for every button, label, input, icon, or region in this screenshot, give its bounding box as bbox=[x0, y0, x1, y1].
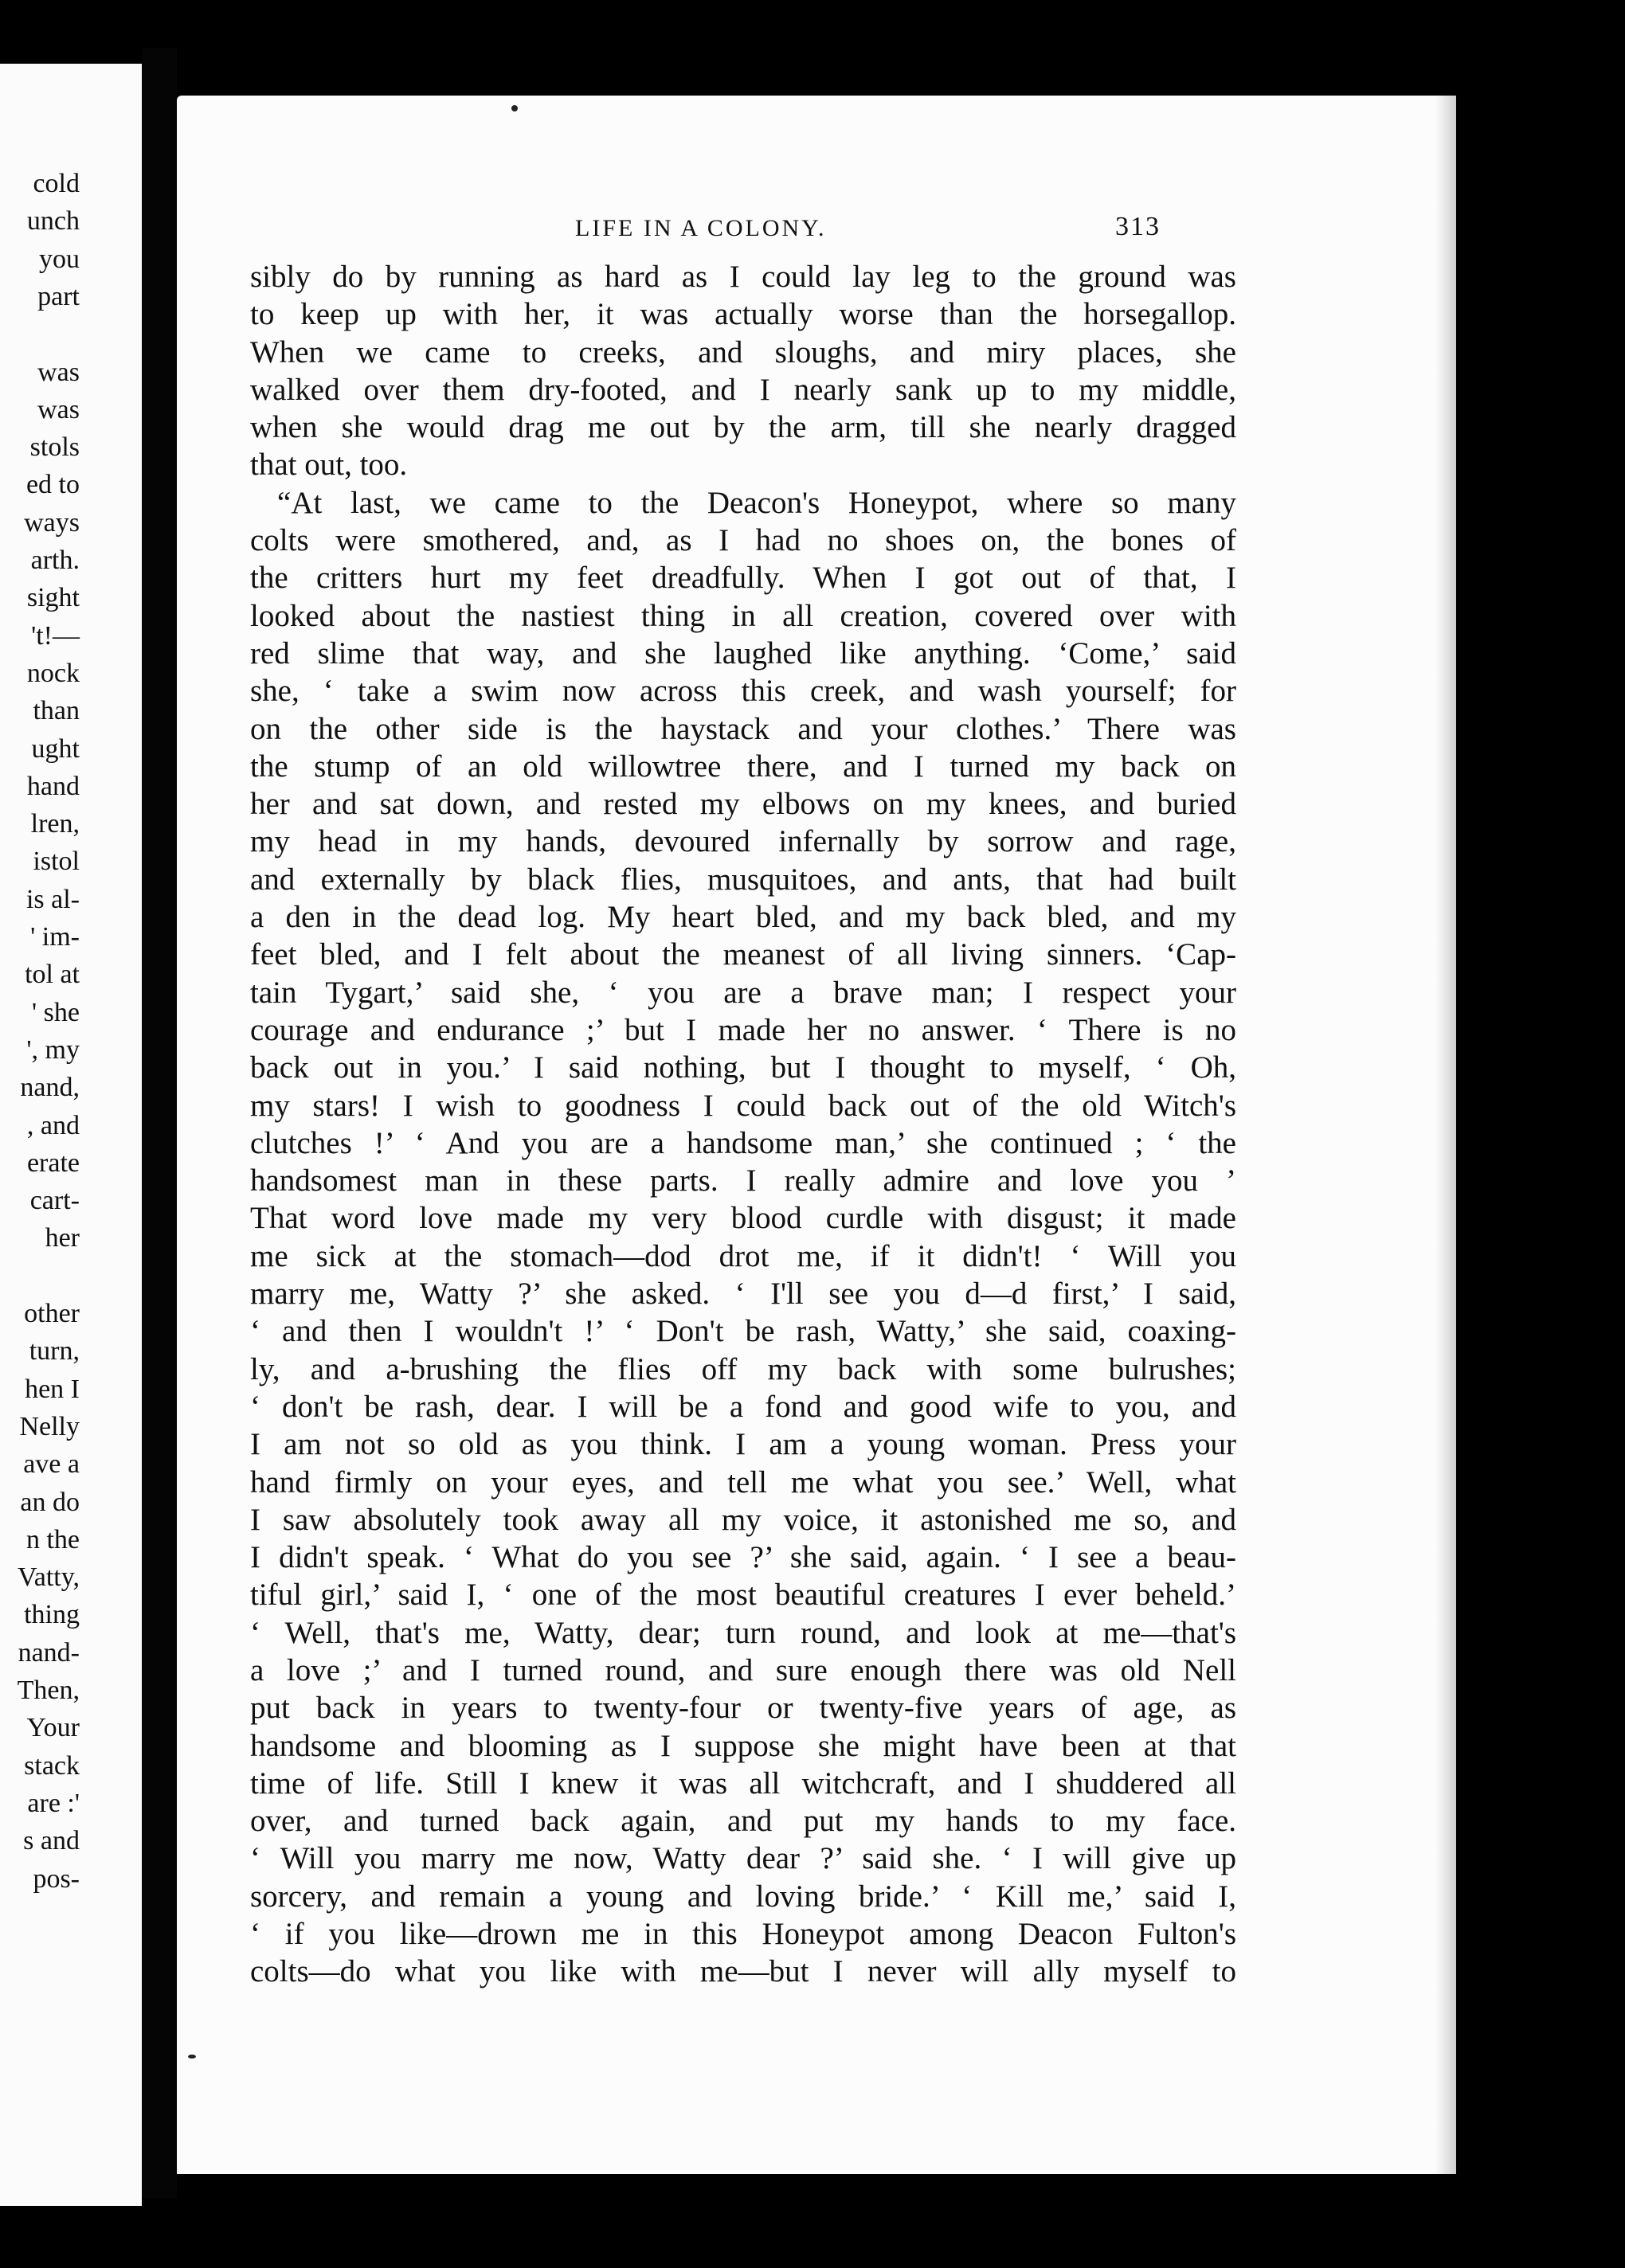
text-line: I am not so old as you think. I am a young woman. Press your bbox=[250, 1427, 1236, 1462]
page-edge-shadow bbox=[1435, 96, 1456, 2174]
text-line: clutches !’ ‘ And you are a handsome man,’ she continued ; ‘ the bbox=[250, 1125, 1236, 1160]
text-line: ly, and a-brushing the flies off my back with some bulrushes; bbox=[250, 1351, 1236, 1386]
left-margin-fragment: ught bbox=[31, 733, 80, 764]
left-margin-fragment: cart- bbox=[29, 1186, 80, 1216]
text-line: a love ;’ and I turned round, and sure enough there was old Nell bbox=[250, 1652, 1236, 1687]
text-line: the critters hurt my feet dreadfully. When I got out of that, I bbox=[250, 561, 1236, 596]
left-margin-fragment: nand, bbox=[20, 1073, 80, 1103]
text-line: tain Tygart,’ said she, ‘ you are a brave man; I respect your bbox=[250, 975, 1236, 1010]
left-margin-fragment: lren, bbox=[30, 809, 80, 839]
text-line: colts—do what you like with me—but I never will ally myself to bbox=[250, 1954, 1236, 1989]
text-line: ‘ Well, that's me, Watty, dear; turn round, and look at me—that's bbox=[250, 1615, 1236, 1650]
left-margin-fragment: nock bbox=[26, 658, 80, 688]
left-margin-fragment: an do bbox=[20, 1487, 80, 1517]
text-line: handsomest man in these parts. I really admire and love you ’ bbox=[250, 1163, 1236, 1199]
left-margin-fragment: s and bbox=[23, 1826, 80, 1856]
left-margin-fragment: thing bbox=[24, 1600, 80, 1630]
text-line: sibly do by running as hard as I could lay leg to the ground was bbox=[250, 260, 1236, 294]
right-page bbox=[177, 96, 1456, 2174]
left-margin-fragment: ' she bbox=[32, 997, 80, 1027]
text-line: tiful girl,’ said I, ‘ one of the most beautiful creatures I ever beheld.’ bbox=[250, 1578, 1236, 1613]
text-line: courage and endurance ;’ but I made her no answer. ‘ There is no bbox=[250, 1012, 1236, 1047]
left-margin-fragment: arth. bbox=[30, 545, 80, 575]
left-margin-fragment: erate bbox=[26, 1148, 80, 1178]
text-line: a den in the dead log. My heart bled, and my back bled, and my bbox=[250, 900, 1236, 935]
text-line: sorcery, and remain a young and loving bride.’ ‘ Kill me,’ said I, bbox=[250, 1879, 1236, 1914]
text-line: ‘ if you like—drown me in this Honeypot among Deacon Fulton's bbox=[250, 1917, 1236, 1952]
page-number: 313 bbox=[1115, 212, 1161, 241]
text-line: “At last, we came to the Deacon's Honeypot, where so many bbox=[277, 485, 1236, 520]
text-line: that out, too. bbox=[250, 448, 408, 483]
ink-speck bbox=[188, 2055, 196, 2059]
left-margin-fragment: Then, bbox=[17, 1676, 80, 1705]
text-line: walked over them dry-footed, and I nearly sank up to my middle, bbox=[250, 372, 1236, 407]
left-margin-fragment: n the bbox=[25, 1524, 80, 1554]
text-line: feet bled, and I felt about the meanest of all living sinners. ‘Cap- bbox=[250, 937, 1236, 972]
text-line: my head in my hands, devoured infernally by sorrow and rage, bbox=[250, 824, 1236, 859]
text-line: handsome and blooming as I suppose she might have been at that bbox=[250, 1728, 1236, 1763]
text-line: When we came to creeks, and sloughs, and miry places, she bbox=[250, 334, 1236, 370]
text-line: time of life. Still I knew it was all witchcraft, and I shuddered all bbox=[250, 1766, 1236, 1801]
left-margin-fragment: sight bbox=[26, 583, 80, 613]
text-line: hand firmly on your eyes, and tell me what you see.’ Well, what bbox=[250, 1464, 1236, 1500]
text-line: I didn't speak. ‘ What do you see ?’ she said, again. ‘ I see a beau- bbox=[250, 1540, 1236, 1575]
left-margin-fragment: other bbox=[24, 1299, 80, 1328]
text-line: my stars! I wish to goodness I could back out of the old Witch's bbox=[250, 1088, 1236, 1123]
left-margin-fragment: pos- bbox=[33, 1863, 80, 1894]
left-margin-fragment: is al- bbox=[25, 884, 80, 914]
left-margin-fragment: than bbox=[33, 696, 80, 726]
text-line: red slime that way, and she laughed like anything. ‘Come,’ said bbox=[250, 635, 1236, 671]
left-margin-fragment: ', my bbox=[26, 1034, 80, 1065]
text-line: That word love made my very blood curdle with disgust; it made bbox=[250, 1201, 1236, 1236]
text-line: over, and turned back again, and put my hands to my face. bbox=[250, 1804, 1236, 1839]
text-line: her and sat down, and rested my elbows on my knees, and buried bbox=[250, 787, 1236, 822]
text-line: she, ‘ take a swim now across this creek, and wash yourself; for bbox=[250, 674, 1236, 709]
left-margin-fragment: nand- bbox=[18, 1637, 80, 1668]
left-margin-fragment: unch bbox=[26, 206, 80, 237]
text-line: ‘ Will you marry me now, Watty dear ?’ said she. ‘ I will give up bbox=[250, 1841, 1236, 1876]
left-margin-fragment: hen I bbox=[25, 1374, 80, 1404]
left-margin-fragment: , and bbox=[26, 1110, 80, 1140]
left-margin-fragment: tol at bbox=[25, 960, 80, 990]
left-margin-fragment: ' im- bbox=[30, 922, 80, 952]
text-line: put back in years to twenty-four or twenty-five years of age, as bbox=[250, 1691, 1236, 1726]
text-line: looked about the nastiest thing in all creation, covered over with bbox=[250, 598, 1236, 633]
left-margin-fragment: her bbox=[45, 1223, 80, 1253]
text-line: to keep up with her, it was actually worse than the horsegallop. bbox=[250, 297, 1236, 332]
left-margin-fragment: stack bbox=[24, 1750, 80, 1781]
left-margin-fragment: was bbox=[37, 394, 80, 424]
left-margin-fragment: istol bbox=[33, 847, 80, 877]
left-margin-fragment: part bbox=[37, 281, 80, 311]
text-line: me sick at the stomach—dod drot me, if it didn't! ‘ Will you bbox=[250, 1238, 1236, 1273]
left-margin-fragment: was bbox=[37, 357, 80, 387]
text-line: marry me, Watty ?’ she asked. ‘ I'll see you d—d first,’ I said, bbox=[250, 1277, 1236, 1312]
left-margin-fragment: 't!— bbox=[31, 620, 80, 651]
left-margin-fragment: cold bbox=[33, 169, 80, 198]
text-line: I saw absolutely took away all my voice, it astonished me so, and bbox=[250, 1502, 1236, 1537]
left-margin-fragment: Your bbox=[26, 1713, 80, 1743]
left-margin-fragment: are :' bbox=[27, 1788, 80, 1818]
text-line: the stump of an old willowtree there, and I turned my back on bbox=[250, 749, 1236, 784]
body-text bbox=[250, 258, 1236, 1991]
left-margin-fragment: ways bbox=[24, 507, 80, 538]
book-gutter bbox=[142, 48, 177, 2198]
left-margin-fragment: you bbox=[39, 244, 80, 274]
text-line: back out in you.’ I said nothing, but I thought to myself, ‘ Oh, bbox=[250, 1050, 1236, 1085]
text-line: on the other side is the haystack and your clothes.’ There was bbox=[250, 711, 1236, 746]
left-page-fragment bbox=[0, 64, 142, 2206]
text-line: ‘ don't be rash, dear. I will be a fond and good wife to you, and bbox=[250, 1389, 1236, 1424]
text-line: when she would drag me out by the arm, till she nearly dragged bbox=[250, 410, 1236, 445]
left-margin-fragment: hand bbox=[26, 771, 80, 801]
left-margin-fragment: stols bbox=[29, 432, 80, 463]
left-margin-fragment: turn, bbox=[29, 1336, 80, 1367]
running-head: LIFE IN A COLONY. bbox=[575, 215, 827, 241]
text-line: ‘ and then I wouldn't !’ ‘ Don't be rash, Watty,’ she said, coaxing- bbox=[250, 1314, 1236, 1349]
left-margin-fragment: Nelly bbox=[19, 1411, 80, 1441]
text-line: and externally by black flies, musquitoes, and ants, that had built bbox=[250, 862, 1236, 897]
left-margin-fragment: Vatty, bbox=[17, 1562, 80, 1593]
text-line: colts were smothered, and, as I had no shoes on, the bones of bbox=[250, 523, 1236, 558]
ink-speck bbox=[511, 105, 518, 111]
left-margin-fragment: ed to bbox=[25, 470, 80, 500]
left-margin-fragment: ave a bbox=[23, 1449, 80, 1480]
